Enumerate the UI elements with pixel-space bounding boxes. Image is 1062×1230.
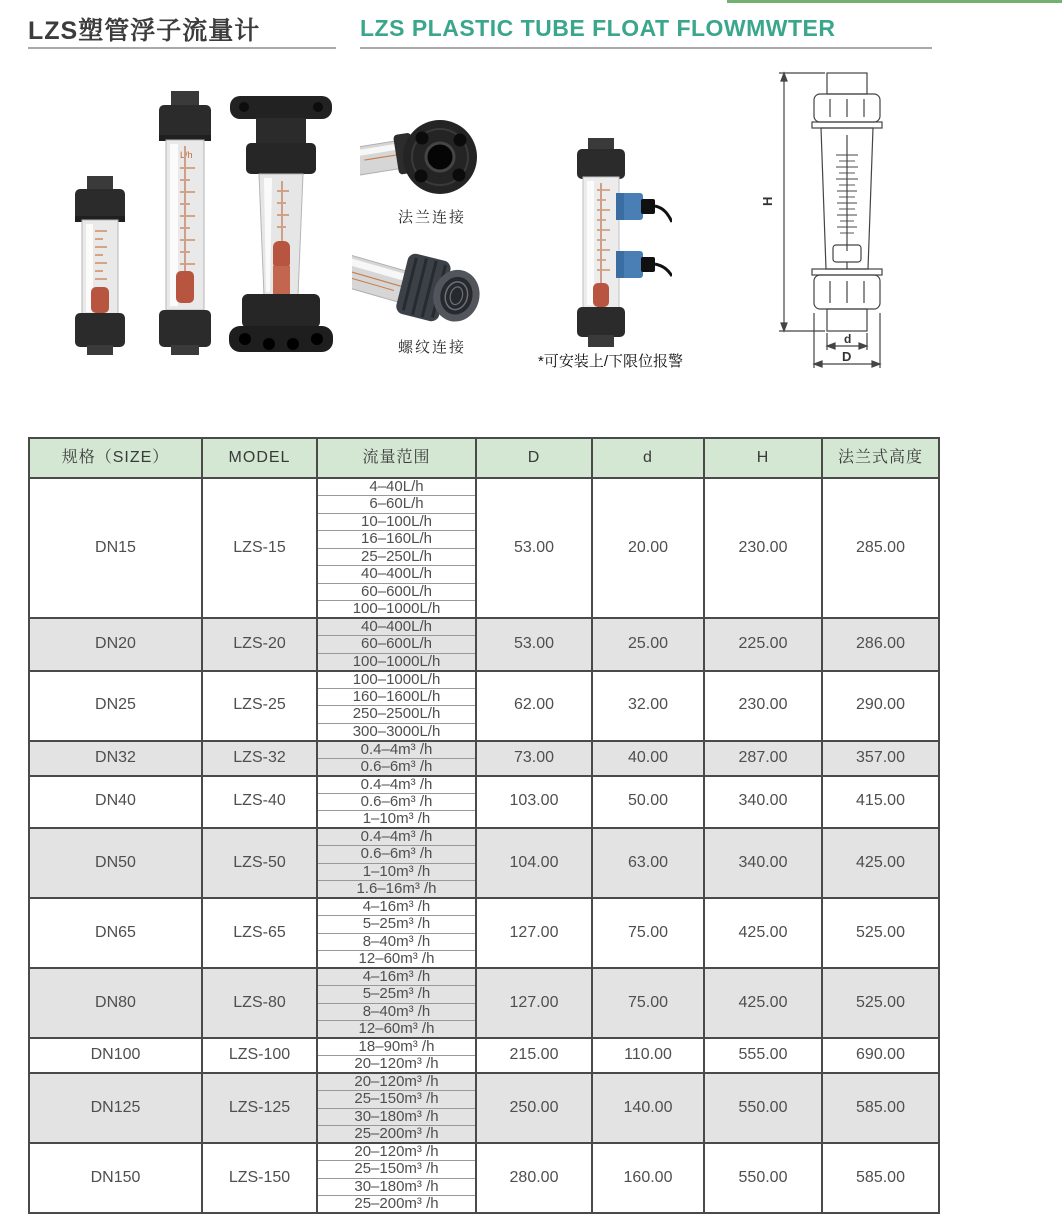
cell-D: 53.00 bbox=[476, 478, 592, 618]
lower-limit-sensor bbox=[616, 251, 672, 278]
cell-flow-range: 1–10m³ /h bbox=[317, 811, 476, 829]
cell-flow-range: 25–200m³ /h bbox=[317, 1126, 476, 1144]
flange-connection-caption: 法兰连接 bbox=[398, 209, 467, 226]
cell-flow-range: 20–120m³ /h bbox=[317, 1143, 476, 1161]
cell-d: 110.00 bbox=[592, 1038, 704, 1073]
cell-flow-range: 4–16m³ /h bbox=[317, 898, 476, 916]
col-header-5: H bbox=[704, 438, 822, 478]
cell-d: 25.00 bbox=[592, 618, 704, 671]
cell-flange-height: 415.00 bbox=[822, 776, 939, 829]
cell-d: 50.00 bbox=[592, 776, 704, 829]
alarm-flowmeter-photo bbox=[540, 138, 672, 348]
cell-flow-range: 10–100L/h bbox=[317, 513, 476, 531]
upper-limit-sensor bbox=[616, 193, 672, 222]
col-header-2: 流量范围 bbox=[317, 438, 476, 478]
dim-label-H: H bbox=[760, 196, 775, 206]
cell-flow-range: 1–10m³ /h bbox=[317, 863, 476, 881]
cell-flow-range: 300–3000L/h bbox=[317, 723, 476, 741]
cell-flange-height: 290.00 bbox=[822, 671, 939, 741]
cell-flow-range: 250–2500L/h bbox=[317, 706, 476, 724]
table-row-dn15 bbox=[29, 478, 939, 496]
alarm-note: *可安装上/下限位报警 bbox=[538, 353, 684, 370]
cell-flow-range: 20–120m³ /h bbox=[317, 1056, 476, 1074]
cell-flow-range: 4–40L/h bbox=[317, 478, 476, 496]
cell-flow-range: 40–400L/h bbox=[317, 618, 476, 636]
cell-flange-height: 357.00 bbox=[822, 741, 939, 776]
cell-flange-height: 525.00 bbox=[822, 898, 939, 968]
cell-d: 75.00 bbox=[592, 898, 704, 968]
cell-H: 340.00 bbox=[704, 776, 822, 829]
cell-d: 20.00 bbox=[592, 478, 704, 618]
cell-flow-range: 5–25m³ /h bbox=[317, 916, 476, 934]
cell-size: DN65 bbox=[29, 898, 202, 968]
cell-flow-range: 8–40m³ /h bbox=[317, 933, 476, 951]
flowmeter-tall bbox=[159, 91, 211, 355]
flowmeter-short bbox=[75, 176, 125, 355]
col-header-6: 法兰式高度 bbox=[822, 438, 939, 478]
cell-D: 62.00 bbox=[476, 671, 592, 741]
cell-flow-range: 100–1000L/h bbox=[317, 653, 476, 671]
cell-d: 32.00 bbox=[592, 671, 704, 741]
cell-flow-range: 20–120m³ /h bbox=[317, 1073, 476, 1091]
table-row-dn65 bbox=[29, 898, 939, 916]
flowmeter-flanged bbox=[229, 96, 333, 352]
cell-flow-range: 6–60L/h bbox=[317, 496, 476, 514]
cell-H: 550.00 bbox=[704, 1143, 822, 1213]
cell-D: 280.00 bbox=[476, 1143, 592, 1213]
cell-D: 103.00 bbox=[476, 776, 592, 829]
cell-model: LZS-50 bbox=[202, 828, 317, 898]
spec-table-body bbox=[29, 478, 939, 1213]
title-underline-right bbox=[360, 47, 932, 49]
cell-flow-range: 0.6–6m³ /h bbox=[317, 758, 476, 776]
page-title-english: LZS PLASTIC TUBE FLOAT FLOWMWTER bbox=[360, 15, 836, 41]
cell-model: LZS-20 bbox=[202, 618, 317, 671]
cell-size: DN32 bbox=[29, 741, 202, 776]
cell-flow-range: 1.6–16m³ /h bbox=[317, 881, 476, 899]
table-row-dn32 bbox=[29, 741, 939, 759]
cell-flow-range: 40–400L/h bbox=[317, 566, 476, 584]
cell-flow-range: 25–150m³ /h bbox=[317, 1091, 476, 1109]
cell-H: 425.00 bbox=[704, 968, 822, 1038]
thread-connection-caption: 螺纹连接 bbox=[398, 339, 467, 356]
cell-d: 63.00 bbox=[592, 828, 704, 898]
dim-label-D: D bbox=[842, 349, 852, 364]
cell-model: LZS-32 bbox=[202, 741, 317, 776]
cell-d: 75.00 bbox=[592, 968, 704, 1038]
cell-flow-range: 30–180m³ /h bbox=[317, 1178, 476, 1196]
cell-model: LZS-40 bbox=[202, 776, 317, 829]
cell-flow-range: 160–1600L/h bbox=[317, 688, 476, 706]
cell-H: 287.00 bbox=[704, 741, 822, 776]
cell-flange-height: 585.00 bbox=[822, 1143, 939, 1213]
table-row-dn20 bbox=[29, 618, 939, 636]
cell-flow-range: 0.6–6m³ /h bbox=[317, 793, 476, 811]
cell-D: 127.00 bbox=[476, 968, 592, 1038]
cell-flow-range: 8–40m³ /h bbox=[317, 1003, 476, 1021]
dimension-drawing bbox=[752, 55, 914, 377]
cell-flow-range: 12–60m³ /h bbox=[317, 1021, 476, 1039]
cell-H: 230.00 bbox=[704, 671, 822, 741]
cell-size: DN150 bbox=[29, 1143, 202, 1213]
col-header-0: 规格（SIZE） bbox=[29, 438, 202, 478]
cell-d: 40.00 bbox=[592, 741, 704, 776]
cell-flow-range: 25–150m³ /h bbox=[317, 1161, 476, 1179]
spec-table-wrap bbox=[28, 437, 940, 1214]
cell-flow-range: 100–1000L/h bbox=[317, 601, 476, 619]
title-underline-left bbox=[28, 47, 336, 49]
table-row-dn100 bbox=[29, 1038, 939, 1056]
dim-label-d: d bbox=[844, 332, 852, 346]
cell-size: DN50 bbox=[29, 828, 202, 898]
cell-flow-range: 25–200m³ /h bbox=[317, 1196, 476, 1214]
cell-model: LZS-125 bbox=[202, 1073, 317, 1143]
flange-connection-photo bbox=[360, 110, 482, 208]
table-row-dn25 bbox=[29, 671, 939, 689]
cell-flow-range: 0.6–6m³ /h bbox=[317, 846, 476, 864]
cell-size: DN20 bbox=[29, 618, 202, 671]
thread-connection-photo bbox=[352, 240, 484, 338]
cell-model: LZS-80 bbox=[202, 968, 317, 1038]
cell-D: 104.00 bbox=[476, 828, 592, 898]
cell-flange-height: 286.00 bbox=[822, 618, 939, 671]
cell-flow-range: 18–90m³ /h bbox=[317, 1038, 476, 1056]
cell-flow-range: 25–250L/h bbox=[317, 548, 476, 566]
cell-size: DN100 bbox=[29, 1038, 202, 1073]
cell-H: 555.00 bbox=[704, 1038, 822, 1073]
cell-model: LZS-100 bbox=[202, 1038, 317, 1073]
cell-d: 160.00 bbox=[592, 1143, 704, 1213]
table-row-dn80 bbox=[29, 968, 939, 986]
col-header-1: MODEL bbox=[202, 438, 317, 478]
cell-size: DN25 bbox=[29, 671, 202, 741]
cell-size: DN40 bbox=[29, 776, 202, 829]
cell-D: 127.00 bbox=[476, 898, 592, 968]
cell-H: 230.00 bbox=[704, 478, 822, 618]
cell-flow-range: 30–180m³ /h bbox=[317, 1108, 476, 1126]
cell-D: 73.00 bbox=[476, 741, 592, 776]
spec-table-header bbox=[29, 438, 939, 478]
cell-size: DN125 bbox=[29, 1073, 202, 1143]
cell-H: 340.00 bbox=[704, 828, 822, 898]
col-header-4: d bbox=[592, 438, 704, 478]
cell-flange-height: 690.00 bbox=[822, 1038, 939, 1073]
cell-flange-height: 525.00 bbox=[822, 968, 939, 1038]
cell-model: LZS-25 bbox=[202, 671, 317, 741]
cell-model: LZS-15 bbox=[202, 478, 317, 618]
table-row-dn40 bbox=[29, 776, 939, 794]
cell-flow-range: 60–600L/h bbox=[317, 636, 476, 654]
cell-flange-height: 285.00 bbox=[822, 478, 939, 618]
cell-flange-height: 585.00 bbox=[822, 1073, 939, 1143]
cell-flow-range: 0.4–4m³ /h bbox=[317, 741, 476, 759]
cell-D: 53.00 bbox=[476, 618, 592, 671]
svg-text:L/h: L/h bbox=[180, 150, 193, 160]
top-accent-line bbox=[727, 0, 1062, 3]
table-row-dn125 bbox=[29, 1073, 939, 1091]
table-row-dn50 bbox=[29, 828, 939, 846]
cell-H: 550.00 bbox=[704, 1073, 822, 1143]
cell-H: 225.00 bbox=[704, 618, 822, 671]
cell-d: 140.00 bbox=[592, 1073, 704, 1143]
cell-model: LZS-65 bbox=[202, 898, 317, 968]
cell-model: LZS-150 bbox=[202, 1143, 317, 1213]
cell-H: 425.00 bbox=[704, 898, 822, 968]
spec-table bbox=[28, 437, 940, 1214]
table-row-dn150 bbox=[29, 1143, 939, 1161]
cell-flow-range: 0.4–4m³ /h bbox=[317, 828, 476, 846]
cell-flow-range: 4–16m³ /h bbox=[317, 968, 476, 986]
cell-size: DN80 bbox=[29, 968, 202, 1038]
cell-flow-range: 60–600L/h bbox=[317, 583, 476, 601]
cell-D: 250.00 bbox=[476, 1073, 592, 1143]
cell-flow-range: 100–1000L/h bbox=[317, 671, 476, 689]
page-title-chinese: LZS塑管浮子流量计 bbox=[28, 17, 261, 45]
cell-flow-range: 5–25m³ /h bbox=[317, 986, 476, 1004]
cell-size: DN15 bbox=[29, 478, 202, 618]
cell-flow-range: 12–60m³ /h bbox=[317, 951, 476, 969]
flowmeter-product-photos bbox=[25, 56, 347, 358]
col-header-3: D bbox=[476, 438, 592, 478]
cell-flow-range: 0.4–4m³ /h bbox=[317, 776, 476, 794]
cell-flow-range: 16–160L/h bbox=[317, 531, 476, 549]
cell-flange-height: 425.00 bbox=[822, 828, 939, 898]
cell-D: 215.00 bbox=[476, 1038, 592, 1073]
